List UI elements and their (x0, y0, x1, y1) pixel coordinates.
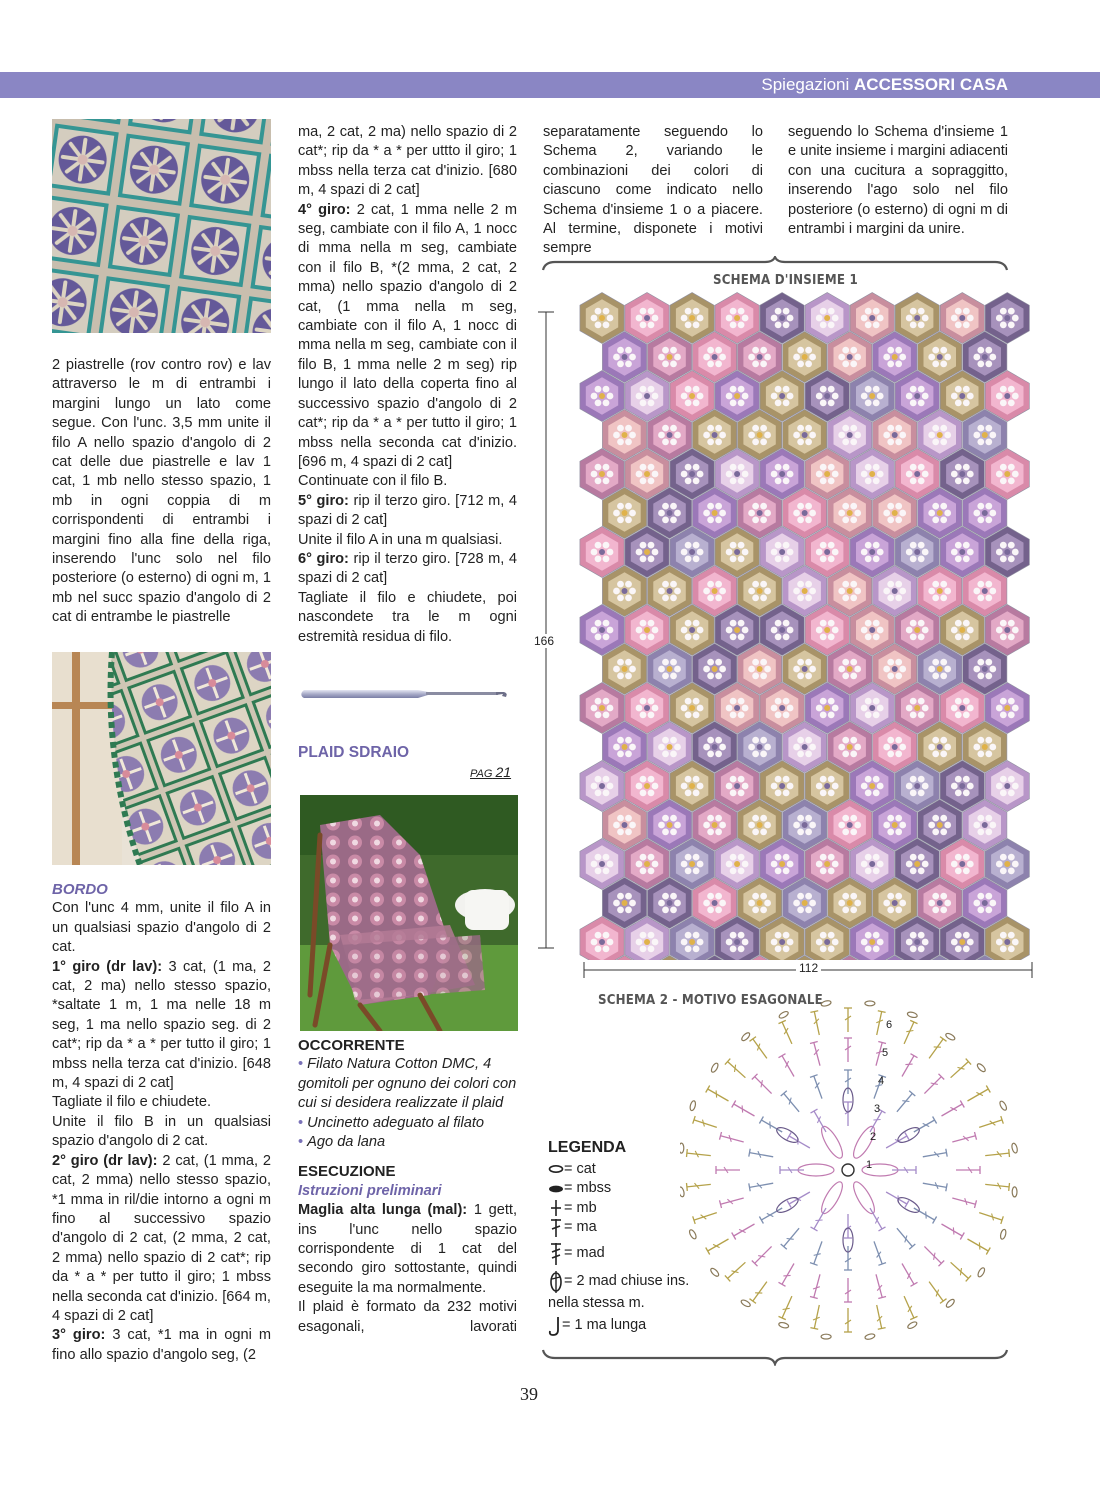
slip-stitch-icon (548, 1183, 564, 1195)
legend-label: = cat (564, 1160, 596, 1177)
chain-icon (548, 1163, 564, 1175)
round-5 (298, 492, 517, 531)
continue-yarn-b: Continuate con il filo B. (298, 473, 448, 490)
double-crochet-icon (548, 1218, 564, 1238)
round-3 (52, 1326, 271, 1365)
column-2-materials (298, 1036, 517, 1337)
photo-blanket-closeup (52, 119, 271, 333)
round-number: 1 (866, 1159, 873, 1171)
page-reference (470, 764, 511, 780)
header-section: Spiegazioni (761, 75, 850, 94)
height-label: 166 (534, 634, 555, 648)
single-crochet-icon (548, 1199, 564, 1217)
schema-1-title: SCHEMA D'INSIEME 1 (713, 272, 858, 288)
bottom-brace (541, 1346, 1009, 1366)
column-4 (788, 123, 1008, 239)
page-ref-prefix: PAG (470, 768, 493, 780)
crochet-hook-icon (298, 682, 512, 708)
material-item: • Filato Natura Cotton DMC, 4 gomitoli per ognuno dei colori con cui si desidera realizzate il plaid (298, 1055, 517, 1113)
legend-label: nella stessa m. (548, 1295, 645, 1311)
round-5-text: rip il terzo giro. [712 m, 4 spazi di 2 cat] (298, 492, 517, 529)
round-number: 5 (882, 1047, 889, 1059)
bordo-intro: Con l'unc 4 mm, unite il filo A in un qualsiasi spazio d'angolo di 2 cat. (52, 900, 271, 956)
page-ref-number: 21 (495, 764, 512, 780)
round-4 (298, 201, 517, 473)
column-1-bordo (52, 880, 271, 1365)
plaid-text: Il plaid è formato da 232 motivi esagonali, lavorati (298, 1299, 517, 1335)
legend-item-ma-lunga (548, 1316, 689, 1336)
column-1 (52, 356, 271, 628)
round-5-label: 5° giro: (298, 492, 349, 509)
round-3-label: 3° giro: (52, 1327, 106, 1344)
height-dimension-line (536, 310, 556, 950)
legend-item-2mad-cont (548, 1294, 689, 1314)
join-yarn-b: Unite il filo B in un qualsiasi spazio d'angolo di 2 cat. (52, 1113, 271, 1150)
width-label: 112 (796, 961, 821, 975)
bordo-title: BORDO (52, 881, 108, 898)
round-2-label: 2° giro (dr lav): (52, 1152, 158, 1169)
schema-2-title: SCHEMA 2 - MOTIVO ESAGONALE (598, 992, 823, 1008)
material-item: • Uncinetto adeguato al filato (298, 1114, 517, 1133)
legend-item-ma (548, 1218, 689, 1238)
round-6-label: 6° giro: (298, 550, 349, 567)
legend-label: = mb (564, 1199, 597, 1216)
mal-text: 1 gett, ins l'unc nello spazio corrispondente di 1 cat del secondo giro sottostante, quindi eseguite la ma normalmente. (298, 1202, 517, 1296)
legend-item-mb (548, 1199, 689, 1219)
finishing-text: Tagliate il filo e chiudete, poi nascondete tra le m ogni estremità residua di filo. (298, 589, 517, 645)
legend (548, 1138, 689, 1336)
legend-item-2mad (548, 1270, 689, 1294)
istruzioni-title: Istruzioni preliminari (298, 1182, 442, 1199)
esecuzione-title: ESECUZIONE (298, 1163, 396, 1181)
legend-label: = 2 mad chiuse ins. (564, 1273, 690, 1290)
join-yarn-a: Unite il filo A in una m qualsiasi. (298, 531, 503, 548)
round-number: 4 (878, 1075, 885, 1087)
round-6-text: rip il terzo giro. [728 m, 4 spazi di 2 cat] (298, 550, 517, 587)
legend-title: LEGENDA (548, 1139, 627, 1156)
column-4-text: seguendo lo Schema d'insieme 1 e unite insieme i margini adiacenti con una cucitura a sopraggitto, inserendo l'ago solo nel filo posteriore (o esterno) di ogni m di entrambi i margini da unire. (788, 124, 1008, 238)
round-2 (52, 1152, 271, 1327)
column-3-text: separatamente seguendo lo Schema 2, variando le combinazioni dei colori di ciascuno come indicato nello Schema d'insieme 1 o a piacere. Al termine, disponete i motivi sempre (543, 124, 763, 257)
column-3 (543, 123, 763, 259)
running-header (761, 74, 1008, 96)
photo-blanket-chair (52, 652, 271, 865)
join-instructions: 2 piastrelle (rov contro rov) e lav attraverso le m di entrambi i margini lungo un lato come segue. Con l'unc. 3,5 mm unite il filo A nello spazio d'angolo di 2 cat delle due piastrelle e lav 1 cat, 1 mb nello stesso spazio, 1 mb in ogni coppia di m corrispondenti di entrambi i margini fino alla fine della riga, inserendo l'unc solo nel filo posteriore (o esterno) di ogni m, 1 mb nel succ spazio d'angolo di 2 cat di entrambe le piastrelle (52, 357, 272, 626)
legend-item-mad (548, 1242, 689, 1266)
column-2 (298, 123, 517, 647)
round-number: 3 (874, 1103, 881, 1115)
legend-label: = 1 ma lunga (562, 1316, 647, 1333)
legend-label: = ma (564, 1219, 597, 1236)
legend-item-cat (548, 1160, 689, 1180)
round-3-text: 3 cat, *1 ma in ogni m fino allo spazio d'angolo seg, (2 (52, 1327, 271, 1363)
round-4-text: 2 cat, 1 mma nelle 2 m seg, cambiate con il filo A, 1 nocc di mma nella m seg, cambiate con il filo B, *(2 mma, 2 cat, 2 mma) nello spazio d'angolo di 2 cat, (1 mma nella m seg, cambiate con il filo A, 1 nocc di mma nella m seg, cambiate con il filo B, 1 mma nelle 2 m seg) rip lungo il lato della coperta fino al successivo spazio d'angolo di 2 cat*; rip da * a * per tutto il giro; 1 mbss nella seconda cat d'inizio. [696 m, 4 spazi di 2 cat] (298, 201, 517, 470)
legend-label: = mbss (564, 1180, 612, 1196)
round-number: 2 (870, 1131, 877, 1143)
round-number: 6 (886, 1019, 893, 1031)
header-category: ACCESSORI CASA (854, 75, 1008, 94)
round-1-label: 1° giro (dr lav): (52, 958, 163, 975)
schema-2-motif-diagram (680, 992, 1020, 1344)
long-double-crochet-icon (548, 1316, 562, 1336)
legend-label: = mad (564, 1245, 605, 1262)
material-item: • Ago da lana (298, 1133, 517, 1152)
round-6 (298, 550, 517, 589)
page-number: 39 (520, 1384, 538, 1404)
photo-plaid-deckchair (300, 795, 518, 1031)
occorrente-title: OCCORRENTE (298, 1037, 405, 1054)
cut-yarn-b: Tagliate il filo e chiudete. (52, 1094, 212, 1111)
mal-definition (298, 1201, 517, 1298)
round-1-text: 3 cat, (1 ma, 2 cat, 2 ma) nello stesso spazio, *saltate 1 m, 1 ma nelle 18 m seg, 1 ma nello spazio seg. di 2 cat*; rip da * a * per tutto il giro; 1 mbss nella terza cat d'inizio. [648 m, 4 spazi di 2 cat] (52, 958, 271, 1092)
round-1 (52, 958, 271, 1094)
round-4-label: 4° giro: (298, 201, 351, 218)
project-title: PLAID SDRAIO (298, 744, 410, 761)
mal-label: Maglia alta lunga (mal): (298, 1202, 468, 1219)
cluster-stitch-icon (548, 1270, 564, 1294)
treble-crochet-icon (548, 1242, 564, 1266)
schema-1-hexagon-grid (560, 290, 1030, 960)
round-3-continued: ma, 2 cat, 2 ma) nello spazio di 2 cat*; rip da * a * per uttto il giro; 1 mbss nella terza cat d'inizio. [680 m, 4 spazi di 2 cat] (298, 124, 517, 199)
round-2-text: 2 cat, (1 mma, 2 cat, 2 mma) nello stesso spazio, *1 mma in ril/die intorno a ogni m fino al successivo spazio d'angolo di 2 cat, (2 mma, 2 cat, 2 mma) nello spazio di 2 cat*; rip da * a * per tutto il giro; 1 mbss nella seconda cat d'inizio. [664 m, 4 spazi di 2 cat] (52, 1152, 271, 1324)
legend-item-mbss (548, 1179, 689, 1199)
